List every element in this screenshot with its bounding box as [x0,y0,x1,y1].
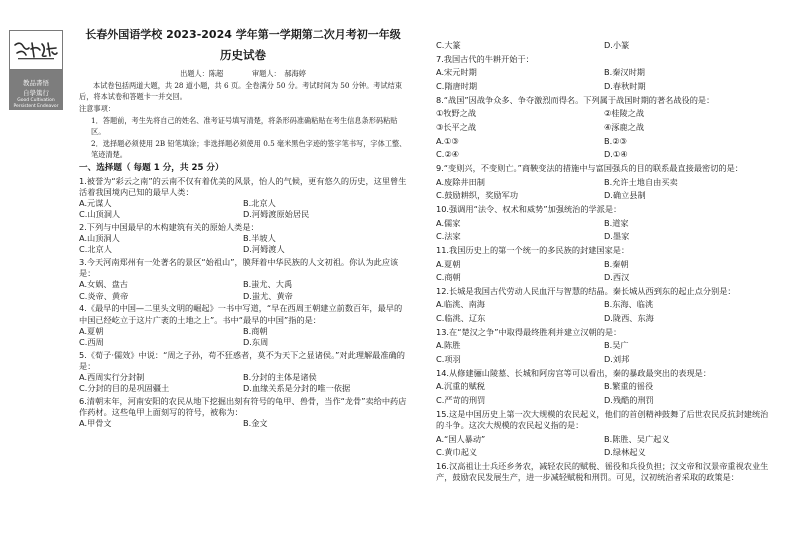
answer-option: C.炎帝、黄帝 [79,290,129,301]
answer-option: C.鼓励耕织，奖励军功 [436,190,519,201]
answer-option: B.秦汉时期 [604,67,645,78]
question [436,409,772,459]
question [436,204,772,242]
answer-option: B.分封的主体是诸侯 [243,372,317,383]
question-stem: 10.强调用“法令、权术和威势”加强统治的学派是： [436,203,622,214]
option-list [436,65,772,92]
answer-option: D.河姆渡原始居民 [243,209,310,220]
question [436,38,772,52]
option-list [436,431,772,458]
calligraphy-icon [12,39,60,61]
option-list [436,379,772,406]
question-stem: 13.在“楚汉之争”中取得最终胜利并建立汉朝的是： [436,326,622,337]
answer-option: A.山顶洞人 [79,233,120,244]
answer-option: B.秦朝 [604,258,629,269]
note-2: 2．选择题必须使用 2B 铅笔填涂；非选择题必须使用 0.5 毫米黑色字迹的签字笔书写，字体工整、笔迹清楚。 [91,138,407,160]
answer-option: A.沉重的赋税 [436,381,485,392]
answer-option: C.临洮、辽东 [436,313,486,324]
answer-option: D.绿林起义 [604,447,646,458]
question-stem: 9.“变则兴，不变则亡。”商鞅变法的措施中与富国强兵的目的联系最直接最密切的是： [436,162,743,173]
answer-option: A.西周实行分封制 [79,372,145,383]
answer-option: ③长平之战 [436,121,477,132]
question [79,257,407,302]
answer-option: D.西汉 [604,272,630,283]
note-1: 1．答题前，考生先将自己的姓名、准考证号填写清楚，将条形码准确粘贴在考生信息条形码粘贴区。 [91,115,398,137]
answer-option: A.废除井田制 [436,176,485,187]
answer-option: A.宋元时期 [436,67,477,78]
question [79,222,407,256]
question-stem: 1.被誉为“彩云之南”的云南不仅有着优美的风景，怡人的气候，更有悠久的历史，这里曾生活着我国境内已知的最早人类： [79,175,407,197]
notes-heading: 注意事项： [79,103,115,113]
school-motto [9,70,63,110]
answer-option: D.蚩尤、黄帝 [243,290,293,301]
question [436,54,772,92]
answer-option: B.半坡人 [243,233,276,244]
question [436,368,772,406]
question [436,95,772,161]
answer-option: D.陇西、东海 [604,313,654,324]
option-list [436,38,772,52]
answer-option: A.“国人暴动” [436,433,486,444]
question-stem: 14.从修建骊山陵墓、长城和阿房宫等可以看出，秦的暴政最突出的表现是： [436,367,712,378]
exam-title: 长春外国语学校 2023-2024 学年第一学期第二次月考初一年级 [85,28,401,41]
answer-option: A.临洮、南海 [436,299,485,310]
question [79,303,407,348]
answer-option: C.隋唐时期 [436,80,478,91]
exam-subject: 历史试卷 [220,48,266,62]
answer-option: A.夏朝 [79,325,104,336]
motto-line-4: Persistent Endeavor [13,104,59,109]
answer-option: C.黄巾起义 [436,447,478,458]
answer-option: B.北京人 [243,198,276,209]
question [436,245,772,283]
motto-line-2: 自學篤行 [23,89,49,97]
answer-option: A.元谋人 [79,198,112,209]
option-list [436,338,772,365]
motto-line-1: 教品書悟 [23,79,49,87]
option-list [79,372,407,394]
answer-option: B.东海、临洮 [604,299,654,310]
answer-option: B.允许土地自由买卖 [604,176,678,187]
option-list [436,106,772,160]
question-stem: 11.我国历史上的第一个统一的多民族的封建国家是： [436,244,630,255]
option-list [79,418,407,429]
answer-option: A.夏朝 [436,258,461,269]
question-stem: 4.《最早的中国—二里头文明的崛起》一书中写道，“早在西周王朝建立前数百年，最早的中国已经屹立于这片广袤的土地之上”。书中“最早的中国”指的是： [79,303,403,325]
option-list [436,215,772,242]
school-seal-calligraphy [9,30,63,70]
option-list [436,297,772,324]
answer-option: C.北京人 [79,244,112,255]
answer-option: D.小篆 [604,39,630,50]
question-stem: 7.我国古代的牛耕开始于： [436,53,534,64]
answer-option: B.商朝 [243,325,268,336]
intro-text: 本试卷包括两道大题，共 28 道小题，共 6 页。全卷满分 50 分。考试时间为 50 分钟。考试结束后，将本试卷和答题卡一并交回。 [79,80,403,102]
answer-option: ④涿鹿之战 [604,121,645,132]
section-heading: 一、选择题（ 每题 1 分，共 25 分） [79,162,224,173]
right-column [436,35,772,483]
question-stem: 12.长城是我国古代劳动人民血汗与智慧的结晶。秦长城从西到东的起止点分别是： [436,285,736,296]
answer-option: D.残酷的刑罚 [604,395,654,406]
answer-option: A.①③ [436,135,459,146]
answer-option: D.东周 [243,337,269,347]
question-stem: 3.今天河南郑州有一处著名的景区“始祖山”，膜拜着中华民族的人文初祖。你认为此应该是： [79,257,399,279]
question-stem: 6.清朝末年，河南安阳的农民从地下挖掘出刻有符号的龟甲、兽骨，当作“龙骨”卖给中药店作药材。这些龟甲上面刻写的符号，被称为： [79,396,407,418]
answer-option: A.陈胜 [436,340,461,351]
answer-option: B.道家 [604,217,629,228]
option-list [79,279,407,301]
answer-option: D.墨家 [604,231,630,242]
left-questions [79,176,407,430]
option-list [79,326,407,348]
option-list [79,233,407,255]
exam-info [79,68,407,161]
question-stem: 5.《荀子·儒效》中说：“周之子孙，苟不狂惑者，莫不为天下之显诸侯。”对此理解最准确的是： [79,349,405,371]
answer-option: C.西周 [79,337,104,347]
answer-option: A.儒家 [436,217,461,228]
answer-option: B.吴广 [604,340,629,351]
left-column [79,28,407,430]
right-questions [436,38,772,484]
answer-option: C.②④ [436,149,459,160]
answer-option: B.繁重的徭役 [604,381,654,392]
answer-option: C.分封的目的是巩固疆土 [79,383,170,394]
question [436,163,772,201]
answer-option: D.确立县制 [604,190,646,201]
answer-option: B.金文 [243,418,268,429]
answer-option: A.女娲、盘古 [79,279,128,290]
answer-option: ②桂陵之战 [604,108,645,119]
answer-option: C.严苛的刑罚 [436,395,486,406]
motto-line-3: Good Cultivation [17,98,55,103]
question [436,286,772,324]
question-stem: 16.汉高祖让士兵还乡务农，减轻农民的赋税、徭役和兵役负担；汉文帝和汉景帝重视农业生产，鼓励农民发展生产，进一步减轻赋税和刑罚。可见，汉初统治者采取的政策是： [436,461,769,483]
answer-option: B.陈胜、吴广起义 [604,433,670,444]
option-list [436,256,772,283]
answer-option: D.血缘关系是分封的唯一依据 [243,383,351,394]
authors: 出题人：陈超 审题人： 郝海婷 [180,69,306,79]
answer-option: C.商朝 [436,272,461,283]
answer-option: C.山顶洞人 [79,209,121,220]
school-logo [9,30,63,110]
question [436,461,772,483]
answer-option: D.春秋时期 [604,80,646,91]
answer-option: C.大篆 [436,39,461,50]
answer-option: ①牧野之战 [436,108,477,119]
option-list [79,198,407,220]
question [436,327,772,365]
question-stem: 15.这是中国历史上第一次大规模的农民起义，他们的首创精神鼓舞了后世农民反抗封建统治的斗争。这次大规模的农民起义指的是： [436,408,769,431]
question-stem: 2.下列与中国最早的木构建筑有关的原始人类是： [79,221,259,232]
question [79,176,407,221]
answer-option: B.②③ [604,135,627,146]
answer-option: C.项羽 [436,354,461,365]
question [79,396,407,430]
answer-option: A.甲骨文 [79,418,112,429]
answer-option: B.蚩尤、大禹 [243,279,293,290]
answer-option: D.刘邦 [604,354,630,365]
question-stem: 8.“战国”因战争众多、争夺激烈而得名。下列属于战国时期的著名战役的是： [436,94,715,105]
answer-option: C.法家 [436,231,461,242]
answer-option: D.河姆渡人 [243,244,285,255]
option-list [436,174,772,201]
question [79,350,407,395]
answer-option: D.①④ [604,149,628,160]
